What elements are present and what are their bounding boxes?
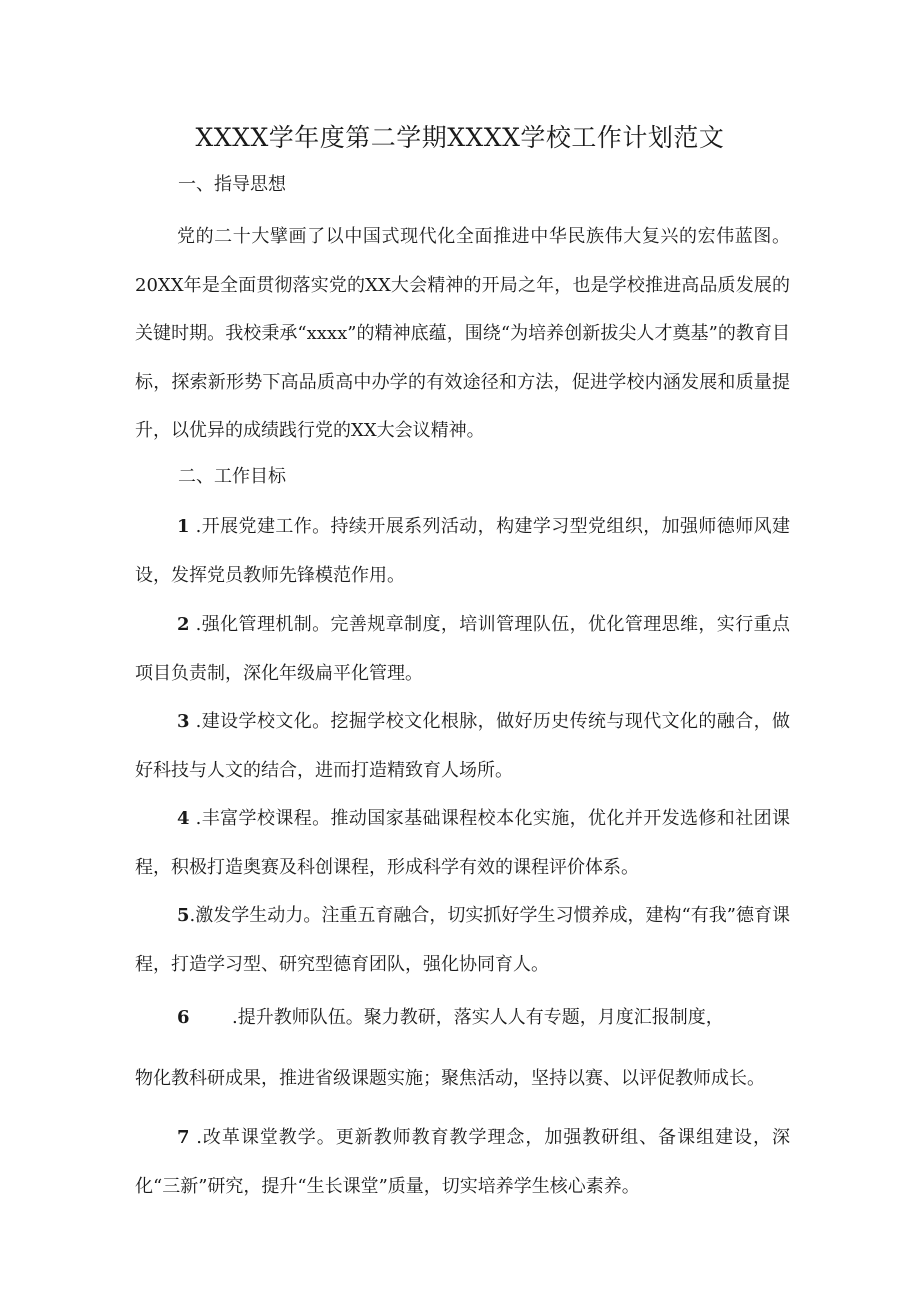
goal-item-3 [135, 698, 790, 795]
goal-item-text: .强化管理机制。完善规章制度，培训管理队伍，优化管理思维，实行重点项目负责制，深化年级扁平化管理。 [135, 614, 790, 684]
document-title: XXXX学年度第二学期XXXX学校工作计划范文 [195, 123, 725, 152]
goal-item-number: 2 [177, 614, 190, 635]
section-heading-work-goals: 二、工作目标 [178, 466, 286, 487]
goal-item-4 [135, 795, 790, 892]
goal-item-6-line-1 [135, 1003, 790, 1033]
goal-item-text: .建设学校文化。挖掘学校文化根脉，做好历史传统与现代文化的融合，做好科技与人文的结合，进而打造精致育人场所。 [135, 711, 790, 781]
goal-item-number: 4 [177, 808, 190, 829]
goal-item-text: .丰富学校课程。推动国家基础课程校本化实施，优化并开发选修和社团课程，积极打造奥赛及科创课程，形成科学有效的课程评价体系。 [135, 808, 790, 878]
goal-item-text: .激发学生动力。注重五育融合，切实抓好学生习惯养成，建构“有我”德育课程，打造学习型、研究型德育团队，强化协同育人。 [135, 905, 790, 975]
goal-item-1 [135, 503, 790, 600]
goal-item-number: 6 [177, 1007, 190, 1028]
goal-item-text: .开展党建工作。持续开展系列活动，构建学习型党组织，加强师德师风建设，发挥党员教师先锋模范作用。 [135, 516, 790, 586]
goal-item-text: .改革课堂教学。更新教师教育教学理念，加强教研组、备课组建设，深化“三新”研究，提升“生长课堂”质量，切实培养学生核心素养。 [135, 1127, 790, 1197]
goal-item-2 [135, 601, 790, 698]
goal-item-number: 3 [177, 711, 190, 732]
goal-item-5 [135, 892, 790, 989]
goal-item-number: 1 [177, 516, 190, 537]
goal-item-6-line-2: 物化教科研成果，推进省级课题实施；聚焦活动，坚持以赛、以评促教师成长。 [135, 1068, 765, 1089]
goal-item-7 [135, 1114, 790, 1211]
goal-item-number: 7 [177, 1127, 190, 1148]
goal-item-number: 5 [177, 905, 190, 926]
goal-item-text: .提升教师队伍。聚力教研，落实人人有专题，月度汇报制度， [232, 1007, 724, 1028]
guiding-ideology-paragraph: 党的二十大擘画了以中国式现代化全面推进中华民族伟大复兴的宏伟蓝图。20XX年是全面贯彻落实党的XX大会精神的开局之年，也是学校推进高品质发展的关键时期。我校秉承“xxxx”的精神底蕴，围绕“为培养创新拔尖人才奠基”的教育目标，探索新形势下高品质高中办学的有效途径和方法，促进学校内涵发展和质量提升，以优异的成绩践行党的XX大会议精神。 [135, 226, 790, 442]
section-heading-guiding-ideology: 一、指导思想 [178, 174, 286, 195]
goal-item-6 [135, 1003, 790, 1094]
